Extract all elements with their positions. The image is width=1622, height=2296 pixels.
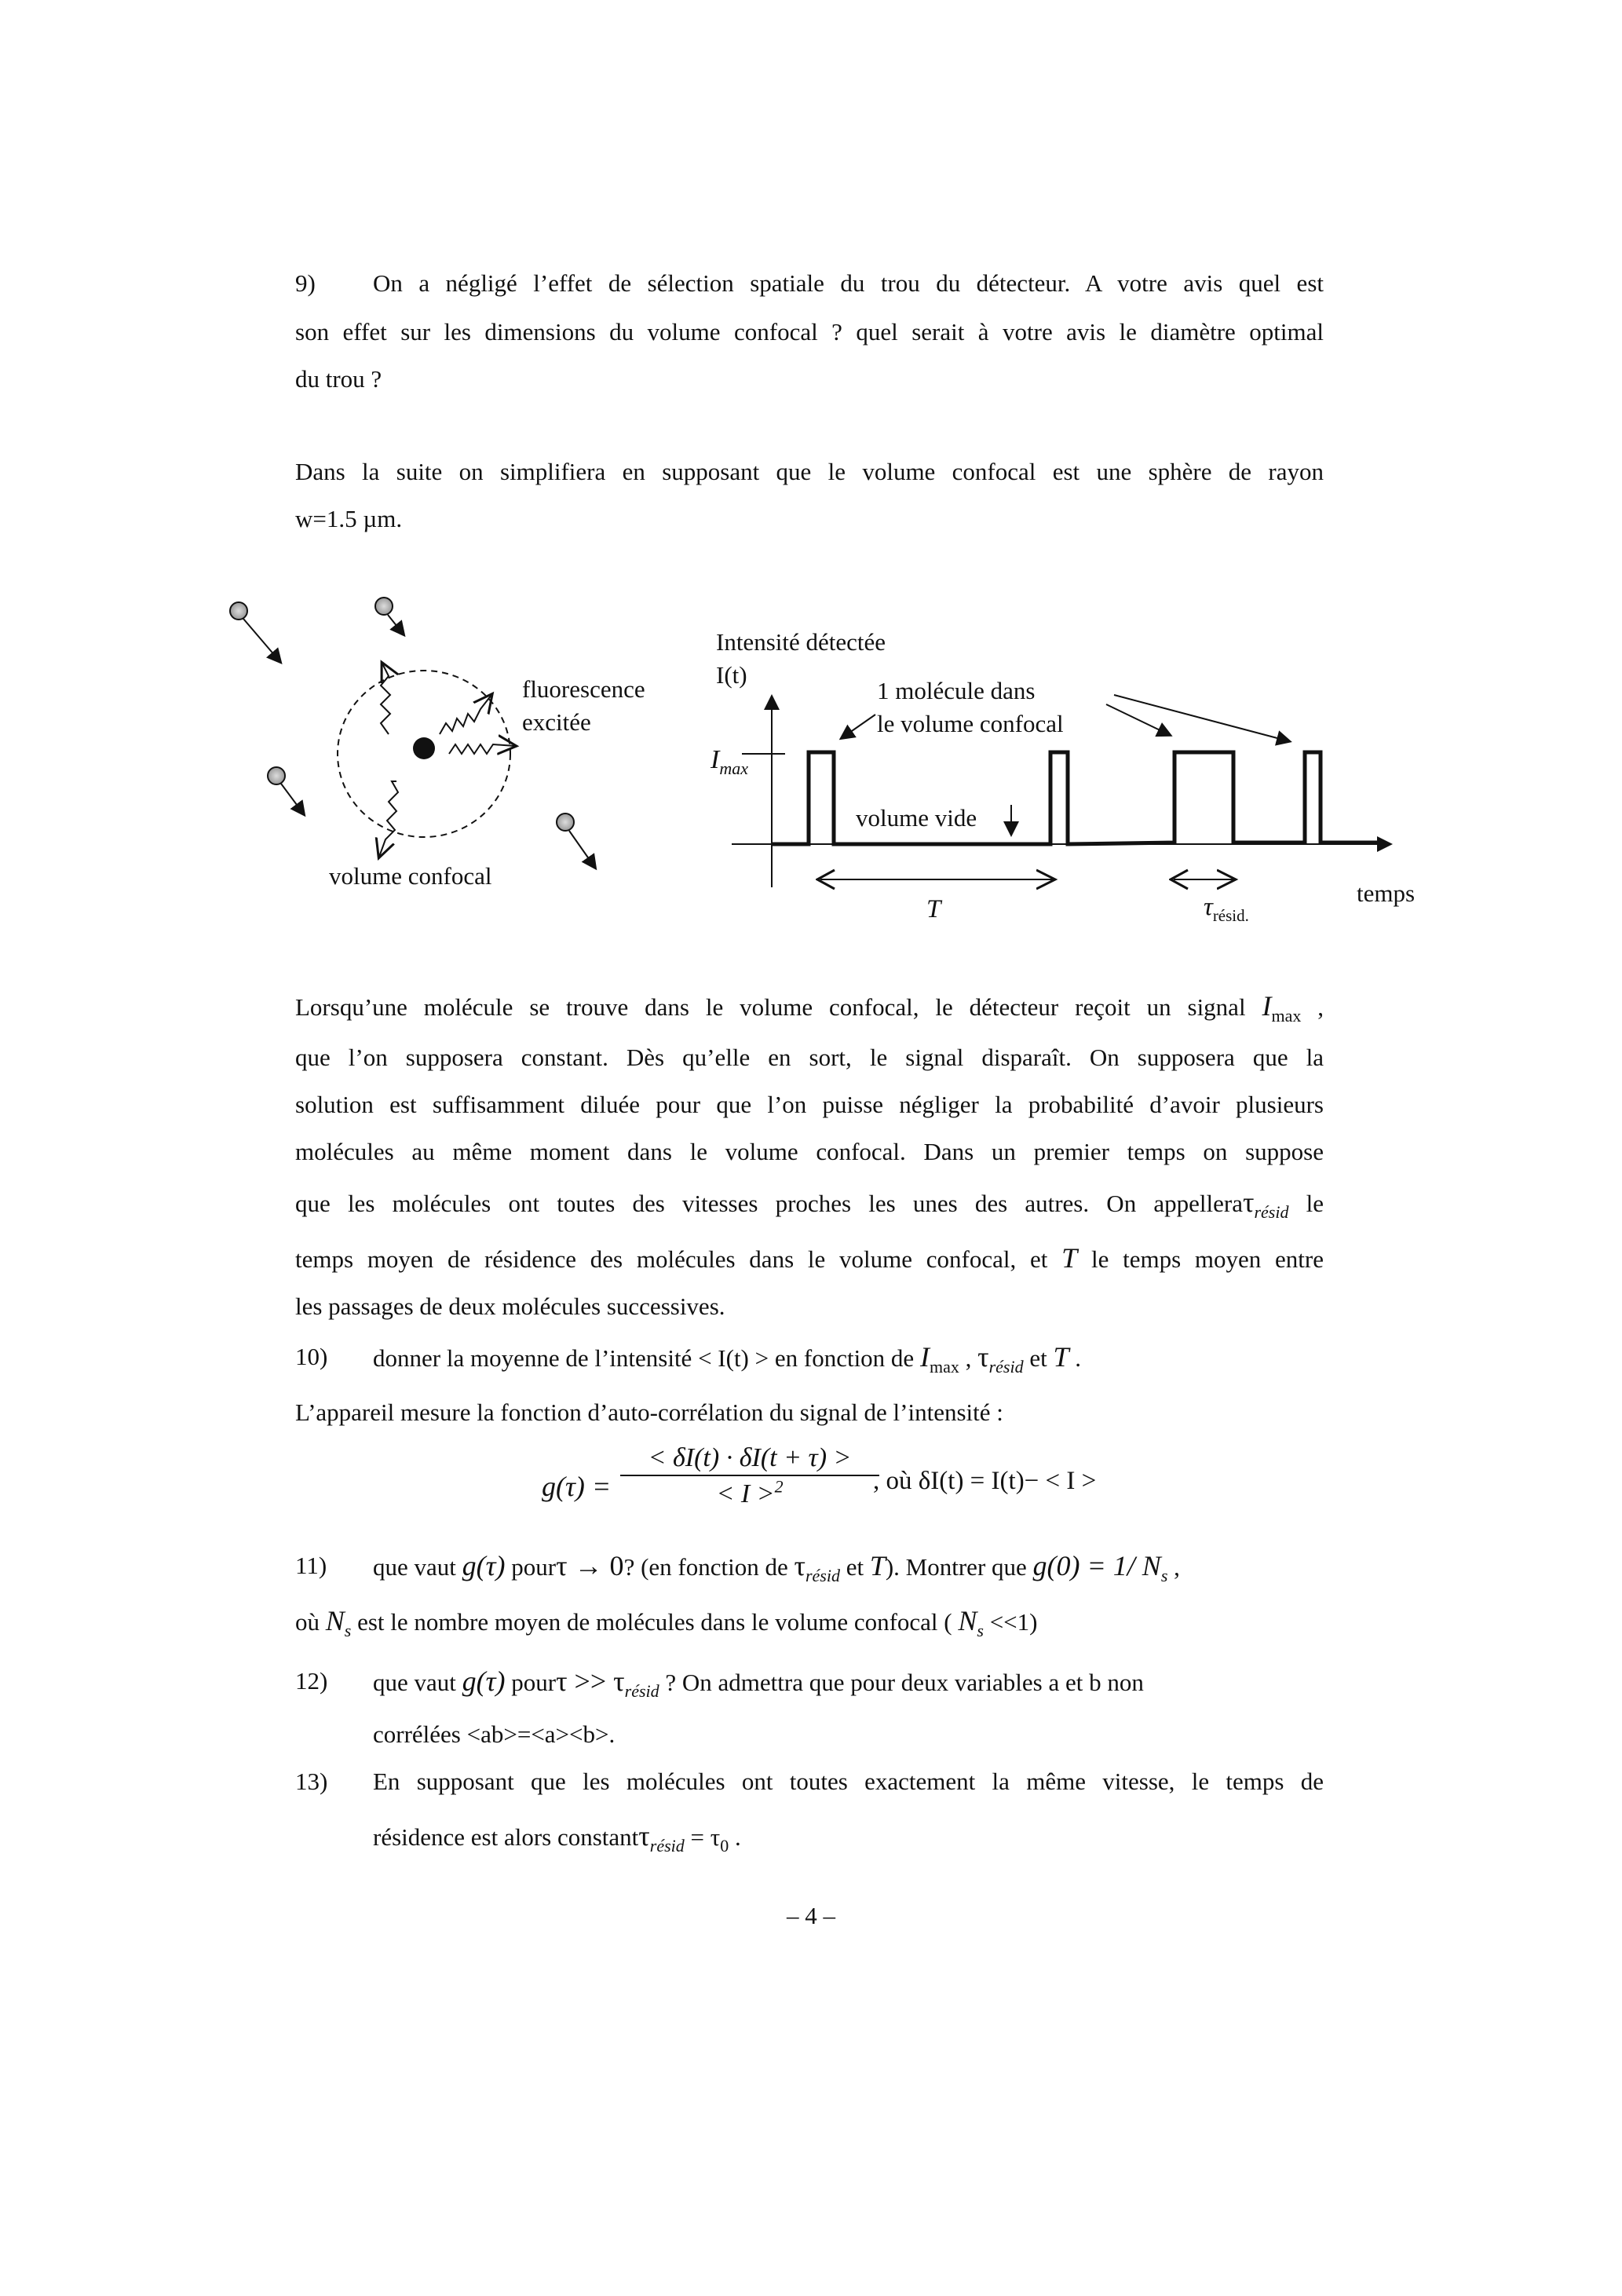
molecule-dot [413,737,435,759]
x-axis-title: temps [1357,879,1416,907]
q13-number: 13) [295,1768,328,1795]
q9-line2: son effet sur les dimensions du volume confocal ? quel serait à votre avis le diamètre optimal [295,318,1324,345]
confocal-volume-sketch [230,598,645,890]
q11-number: 11) [295,1552,327,1579]
formula-numerator: < δI(t) · δI(t + τ) > [620,1443,879,1476]
molecule-pointer-arrow [1114,695,1289,741]
excitation-wave-up [381,664,390,734]
formula-lhs: g(τ) = [542,1471,612,1502]
excitation-wave-down [379,781,398,857]
q10-text: donner la moyenne de l’intensité < I(t) > en fonction de $I_{max}$ , $\tau_{résid}$ et T . [373,1341,1081,1377]
q10-number: 10) [295,1343,328,1370]
y-axis-title: Intensité détectée [716,628,886,656]
formula-denominator: < I >$^2$ [716,1476,784,1508]
intro-line1: Dans la suite on simplifiera en supposant que le volume confocal est une sphère de rayon [295,458,1324,485]
para-line4: molécules au même moment dans le volume confocal. Dans un premier temps on suppose [295,1138,1324,1165]
volume-vide-label: volume vide [856,804,977,832]
q9-number: 9) [295,269,316,297]
q12-number: 12) [295,1667,328,1695]
intensity-graph [710,628,1415,925]
q13-line2: résidence est alors constantτ$_{résid}$ = $\tau_0$ . [373,1820,741,1855]
para-line5: que les molécules ont toutes des vitesses proches les unes des autres. On appelleraτ$_{résid}$ le [295,1186,1324,1222]
y-axis-variable: I(t) [716,661,747,689]
volume-confocal-label: volume confocal [329,862,492,890]
tau-resid-label: $\tau_{résid.}$ [1204,893,1249,925]
fluorescence-label: fluorescence [522,675,645,703]
T-label: T [926,895,941,923]
q11-line2: où $N_s$ est le nombre moyen de molécules dans le volume confocal ( $N_s <<1$) [295,1605,1038,1640]
q11-line1: que vaut g(τ) pourτ → 0? (en fonction de $\tau_{résid}$ et T). Montrer que g(0) = 1/ $N_s$ , [373,1550,1180,1585]
q12-line2: corrélées <ab>=<a><b>. [373,1720,616,1748]
molecule-pointer-arrow [842,715,875,738]
q12-line1: que vaut g(τ) pourτ >> $\tau_{résid}$ ? On admettra que pour deux variables a et b non [373,1665,1144,1701]
molecule-icon [375,598,404,634]
imax-label: $I_{max}$ [711,745,748,778]
fluorescence-wave-2 [449,744,515,754]
molecule-label-line1: 1 molécule dans [877,677,1036,704]
q13-line1: En supposant que les molécules ont toutes exactement la même vitesse, le temps de [373,1768,1324,1795]
intro-line2: w=1.5 µm. [295,505,403,532]
molecule-icon [268,767,304,814]
fluorescence-wave-1 [440,695,491,734]
para-line3: solution est suffisamment diluée pour que l’on puisse négliger la probabilité d’avoir plusieurs [295,1091,1324,1118]
formula-fraction [620,1443,879,1509]
molecule-pointer-arrow [1106,704,1170,735]
page-number: – 4 – [787,1902,835,1929]
appareil-text: L’appareil mesure la fonction d’auto-corrélation du signal de l’intensité : [295,1398,1003,1426]
para-line7: les passages de deux molécules successives. [295,1292,725,1320]
para-line2: que l’on supposera constant. Dès qu’elle en sort, le signal disparaît. On supposera que la [295,1044,1324,1071]
molecule-label-line2: le volume confocal [877,710,1064,737]
formula-rhs: , où δI(t) = I(t)− < I > [873,1467,1097,1495]
confocal-figure [0,0,1622,982]
excitee-label: excitée [522,708,591,736]
q9-line1: On a négligé l’effet de sélection spatiale du trou du détecteur. A votre avis quel est [373,269,1324,297]
para-line6: temps moyen de résidence des molécules dans le volume confocal, et T le temps moyen entre [295,1242,1324,1274]
molecule-icon [557,813,595,868]
para-line1: Lorsqu’une molécule se trouve dans le volume confocal, le détecteur reçoit un signal $I_{max}$ , [295,990,1324,1026]
q9-line3: du trou ? [295,365,382,393]
molecule-icon [230,602,280,662]
